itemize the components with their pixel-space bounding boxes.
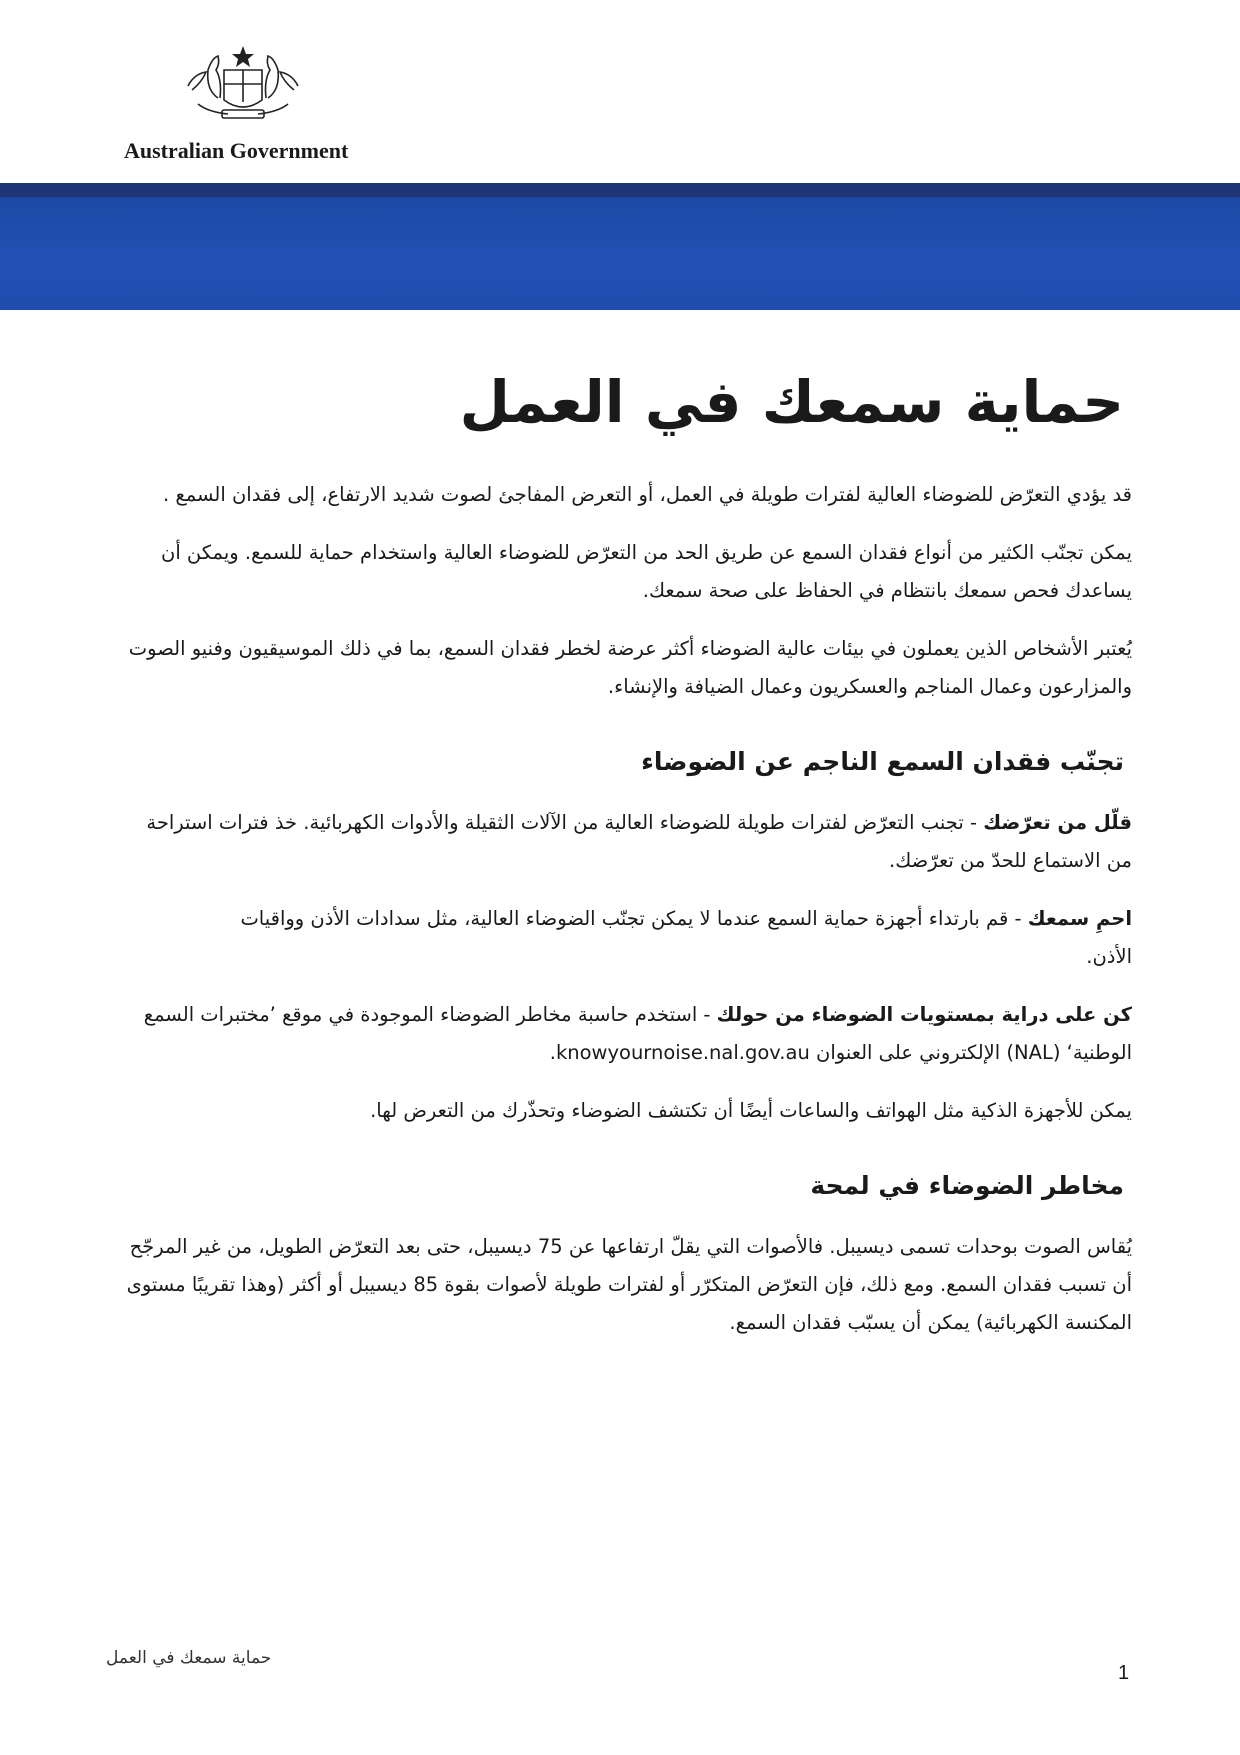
tip-lead: كن على دراية بمستويات الضوضاء من حولك xyxy=(716,1003,1132,1026)
tip-paragraph xyxy=(124,900,1132,976)
tip-lead: قلّل من تعرّضك xyxy=(983,811,1132,834)
page-number: 1 xyxy=(1118,1662,1130,1684)
intro-paragraph: يمكن تجنّب الكثير من أنواع فقدان السمع عن طريق الحد من التعرّض للضوضاء العالية واستخدام حماية للسمع. ويمكن أن يساعدك فحص سمعك بانتظام في الحفاظ على صحة سمعك. xyxy=(161,541,1132,602)
tip-text: - تجنب التعرّض لفترات طويلة للضوضاء العالية من الآلات الثقيلة والأدوات الكهربائية. خذ فترات استراحة من الاستماع للحدّ من تعرّضك. xyxy=(146,811,1132,872)
coat-of-arms-icon xyxy=(178,40,308,130)
header-banner-stripe xyxy=(0,183,1240,197)
tip-lead: احمِ سمعك xyxy=(1027,907,1132,930)
tip-text: - استخدم حاسبة مخاطر الضوضاء الموجودة في موقع ’مختبرات السمع الوطنية‘ (NAL) الإلكتروني على العنوان xyxy=(143,1003,1132,1064)
noise-risk-paragraph: يُقاس الصوت بوحدات تسمى ديسيبل. فالأصوات التي يقلّ ارتفاعها عن 75 ديسيبل، حتى بعد التعرّض الطويل، من غير المرجّح أن تسبب فقدان السمع. ومع ذلك، فإن التعرّض المتكرّر أو لفترات طويلة لأصوات بقوة 85 ديسيبل أو أكثر (وهذا تقريبًا مستوى المكنسة الكهربائية) يمكن أن يسبّب فقدان السمع. xyxy=(126,1235,1132,1334)
tip-end: . xyxy=(549,1041,556,1064)
document-body xyxy=(124,360,1132,1362)
page-title: حماية سمعك في العمل xyxy=(459,368,1124,436)
org-name: Australian Government xyxy=(124,138,349,163)
tip-text: - قم بارتداء أجهزة حماية السمع عندما لا يمكن تجنّب الضوضاء العالية، مثل سدادات الأذن وواقيات الأذن. xyxy=(240,907,1132,968)
nal-link[interactable]: knowyournoise.nal.gov.au xyxy=(555,1041,810,1064)
tip-paragraph xyxy=(124,996,1132,1072)
section-heading: مخاطر الضوضاء في لمحة xyxy=(810,1171,1124,1200)
intro-paragraph: يُعتبر الأشخاص الذين يعملون في بيئات عالية الضوضاء أكثر عرضة لخطر فقدان السمع، بما في ذلك الموسيقيون وفنيو الصوت والمزارعون وعمال المناجم والعسكريون وعمال الضيافة والإنشاء. xyxy=(128,637,1132,698)
footer-doc-title: حماية سمعك في العمل xyxy=(106,1648,272,1668)
section-heading: تجنّب فقدان السمع الناجم عن الضوضاء xyxy=(641,747,1124,776)
tip-paragraph xyxy=(124,804,1132,880)
intro-paragraph: قد يؤدي التعرّض للضوضاء العالية لفترات طويلة في العمل، أو التعرض المفاجئ لصوت شديد الارتفاع، إلى فقدان السمع . xyxy=(162,483,1132,506)
smart-devices-paragraph: يمكن للأجهزة الذكية مثل الهواتف والساعات أيضًا أن تكتشف الضوضاء وتحذّرك من التعرض لها. xyxy=(370,1099,1132,1122)
header-banner xyxy=(0,183,1240,310)
